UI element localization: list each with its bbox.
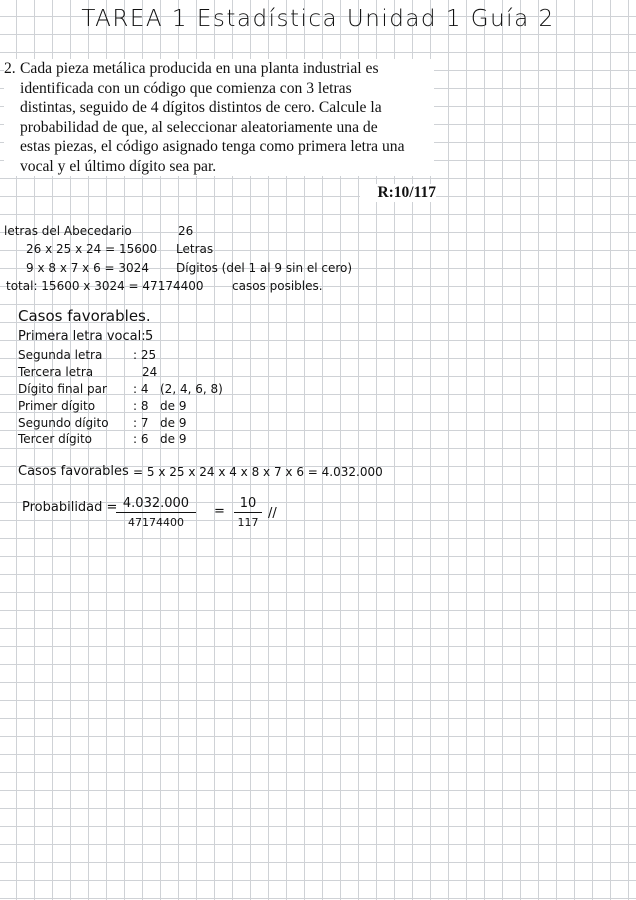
favorable-item-label: Primer dígito [18,399,96,413]
letters-header-label: letras del Abecedario [4,224,132,238]
probability-denominator: 47174400 [128,516,184,529]
favorable-item-value: 24 [142,365,158,379]
favorable-total-label: Casos favorables [18,464,129,479]
favorable-item-value: 5 [145,329,154,344]
digits-calc-note: Dígitos (del 1 al 9 sin el cero) [176,261,353,275]
letters-calc: 26 x 25 x 24 = 15600 [26,242,158,256]
result-numerator: 10 [239,496,257,511]
total-calc: total: 15600 x 3024 = 47174400 [6,279,204,293]
problem-line: Cada pieza metálica producida en una planta industrial es [20,60,379,77]
favorable-header: Casos favorables. [18,307,151,325]
letters-calc-note: Letras [176,242,214,256]
probability-label: Probabilidad = [22,500,118,515]
end-mark: // [268,506,277,521]
letters-header-value: 26 [178,224,194,238]
problem-line: estas piezas, el código asignado tenga como primera letra una [20,138,405,155]
favorable-item-label: Tercer dígito [18,432,93,446]
total-calc-note: casos posibles. [232,279,323,293]
page-title: TAREA 1 Estadística Unidad 1 Guía 2 [81,6,555,32]
favorable-item-value: : 25 [133,348,157,362]
problem-line: identificada con un código que comienza con 3 letras [20,79,352,97]
probability-fraction [116,496,196,529]
problem-statement [4,59,434,176]
favorable-item-label: Primera letra vocal: [18,329,146,344]
answer-label: R:10/117 [360,184,436,202]
probability-numerator: 4.032.000 [122,496,190,511]
result-fraction [234,496,262,529]
favorable-item-label: Segundo dígito [18,416,109,430]
result-denominator: 117 [237,516,259,529]
favorable-item-value: : 6 [133,432,149,446]
problem-number: 2. [4,60,16,77]
favorable-item-label: Tercera letra [18,365,94,379]
favorable-item-label: Segunda letra [18,348,103,362]
probability-equals: = [214,504,225,519]
favorable-item-value: : 4 [133,382,149,396]
favorable-item-detail: (2, 4, 6, 8) [160,382,223,396]
problem-line: probabilidad de que, al seleccionar aleatoriamente una de [20,118,378,136]
favorable-item-value: : 7 [133,416,149,430]
favorable-item-detail: de 9 [160,416,187,430]
favorable-total-expr: = 5 x 25 x 24 x 4 x 8 x 7 x 6 = 4.032.000 [133,465,383,479]
favorable-item-detail: de 9 [160,399,187,413]
favorable-item-detail: de 9 [160,432,187,446]
problem-line: vocal y el último dígito sea par. [20,157,217,175]
favorable-item-label: Dígito final par [18,382,107,396]
favorable-item-value: : 8 [133,399,149,413]
fraction-bar [234,512,262,513]
problem-line: distintas, seguido de 4 dígitos distintos de cero. Calcule la [20,99,382,116]
fraction-bar [116,512,196,513]
digits-calc: 9 x 8 x 7 x 6 = 3024 [26,261,149,275]
